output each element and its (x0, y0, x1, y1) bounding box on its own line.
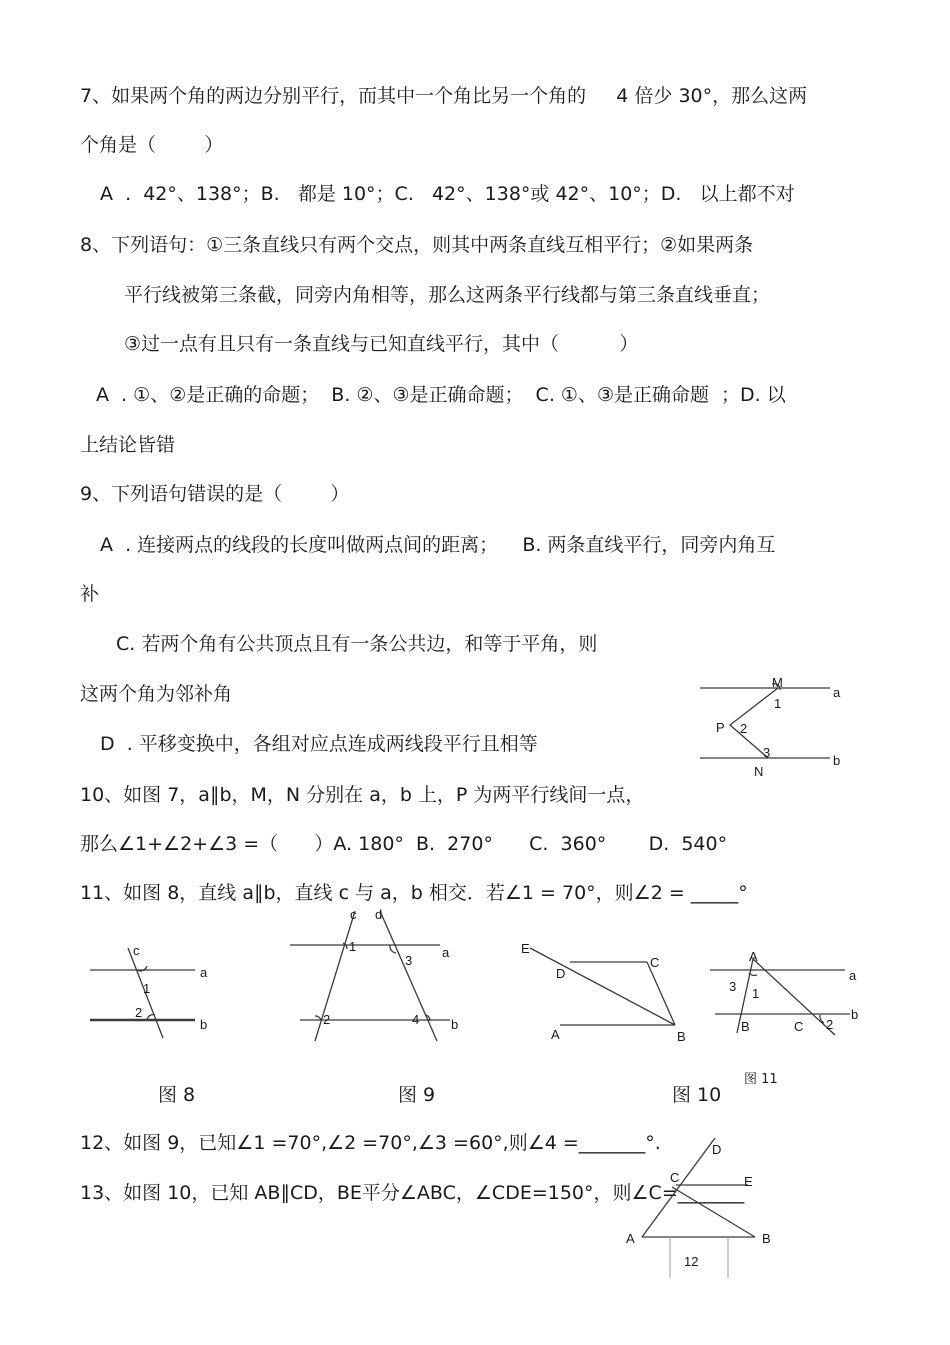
fig9-label-b: b (451, 1017, 459, 1032)
fig11-label-3: 3 (729, 979, 737, 994)
fig7-label-N: N (754, 764, 764, 779)
q9-optD: D . 平移变换中，各组对应点连成两线段平行且相等 (100, 733, 538, 755)
fig7-label-P: P (716, 720, 725, 735)
fig11-label-2: 2 (826, 1017, 834, 1032)
q7-line2: 个角是（ ） (80, 134, 224, 156)
q9-optC: C. 若两个角有公共顶点且有一条公共边，和等于平角，则 (116, 633, 598, 655)
fig9-label-1: 1 (349, 939, 357, 954)
q10-line2: 那么∠1+∠2+∠3 =（ ）A. 180° B. 270° C. 360° D. 540° (80, 833, 728, 855)
q9-optC-cont: 这两个角为邻补角 (80, 683, 233, 705)
fig11-label-B: B (741, 1019, 750, 1034)
q8-line2: 平行线被第三条截，同旁内角相等，那么这两条平行线都与第三条直线垂直； (124, 284, 771, 306)
figure-7 (690, 670, 860, 780)
figure-8 (85, 940, 225, 1045)
figure-10 (515, 935, 700, 1050)
fig9-label-a: a (442, 945, 450, 960)
fig9-caption: 图 9 (398, 1084, 436, 1106)
fig11-label-b: b (851, 1007, 859, 1022)
fig7-label-2: 2 (740, 721, 748, 736)
fig10-label-C: C (650, 955, 660, 970)
fig12-label-B: B (762, 1231, 771, 1246)
fig12-label-C: C (670, 1170, 680, 1185)
q11-line1: 11、如图 8，直线 a∥b，直线 c 与 a，b 相交．若∠1 = 70°，则∠2 = _____° (80, 882, 748, 904)
q8-options: A . ①、②是正确的命题； B. ②、③是正确命题； C. ①、③是正确命题 ；D. 以 (96, 384, 786, 406)
fig9-label-d: d (375, 907, 383, 922)
q12-line1: 12、如图 9，已知∠1 =70°,∠2 =70°,∠3 =60°,则∠4 =_______°. (80, 1132, 661, 1154)
fig12-label-D: D (712, 1142, 722, 1157)
q7-line1: 7、如果两个角的两边分别平行，而其中一个角比另一个角的 4 倍少 30°，那么这两 (80, 85, 808, 107)
q7-options: A . 42°、138°；B. 都是 10°；C. 42°、138°或 42°、10°；D. 以上都不对 (100, 183, 795, 205)
fig10-label-B: B (677, 1029, 686, 1044)
q10-line1: 10、如图 7，a∥b，M，N 分别在 a，b 上，P 为两平行线间一点， (80, 784, 645, 806)
figure-12 (620, 1130, 800, 1280)
fig12-label-A: A (626, 1231, 635, 1246)
q9-line1: 9、下列语句错误的是（ ） (80, 483, 350, 505)
fig11-label-C: C (794, 1019, 804, 1034)
q13-line1: 13、如图 10，已知 AB∥CD，BE平分∠ABC，∠CDE=150°，则∠C=_______ (80, 1182, 745, 1204)
q8-line3: ③过一点有且只有一条直线与已知直线平行，其中（ ） (124, 333, 639, 355)
fig10-label-A: A (551, 1027, 560, 1042)
fig7-label-a: a (833, 685, 841, 700)
q8-line1: 8、下列语句：①三条直线只有两个交点，则其中两条直线互相平行；②如果两条 (80, 234, 754, 256)
q9-optA-cont: 补 (80, 583, 100, 605)
fig9-label-c: c (350, 907, 357, 922)
fig11-label-a: a (849, 968, 857, 983)
fig8-label-a: a (200, 965, 208, 980)
fig11-caption: 图 11 (744, 1072, 778, 1087)
fig11-label-A: A (749, 949, 758, 964)
fig7-label-3: 3 (763, 745, 771, 760)
q8-options-cont: 上结论皆错 (80, 434, 176, 456)
fig10-caption: 图 10 (672, 1084, 722, 1106)
fig10-label-E: E (521, 941, 530, 956)
fig8-label-2: 2 (135, 1005, 143, 1020)
q9-optA: A . 连接两点的线段的长度叫做两点间的距离； B. 两条直线平行，同旁内角互 (100, 534, 776, 556)
fig7-label-M: M (772, 675, 783, 690)
fig9-label-2: 2 (323, 1012, 331, 1027)
fig12-caption: 12 (684, 1254, 699, 1269)
fig10-label-D: D (556, 966, 566, 981)
fig12-label-E: E (744, 1174, 753, 1189)
fig8-label-c: c (133, 943, 140, 958)
figure-9 (285, 903, 475, 1043)
fig9-label-4: 4 (412, 1012, 420, 1027)
fig8-label-b: b (200, 1017, 208, 1032)
figure-11 (705, 945, 870, 1045)
fig8-label-1: 1 (143, 981, 151, 996)
fig11-label-1: 1 (752, 986, 760, 1001)
fig9-label-3: 3 (405, 953, 413, 968)
fig7-label-1: 1 (774, 696, 782, 711)
fig7-label-b: b (833, 753, 841, 768)
fig8-caption: 图 8 (158, 1084, 196, 1106)
